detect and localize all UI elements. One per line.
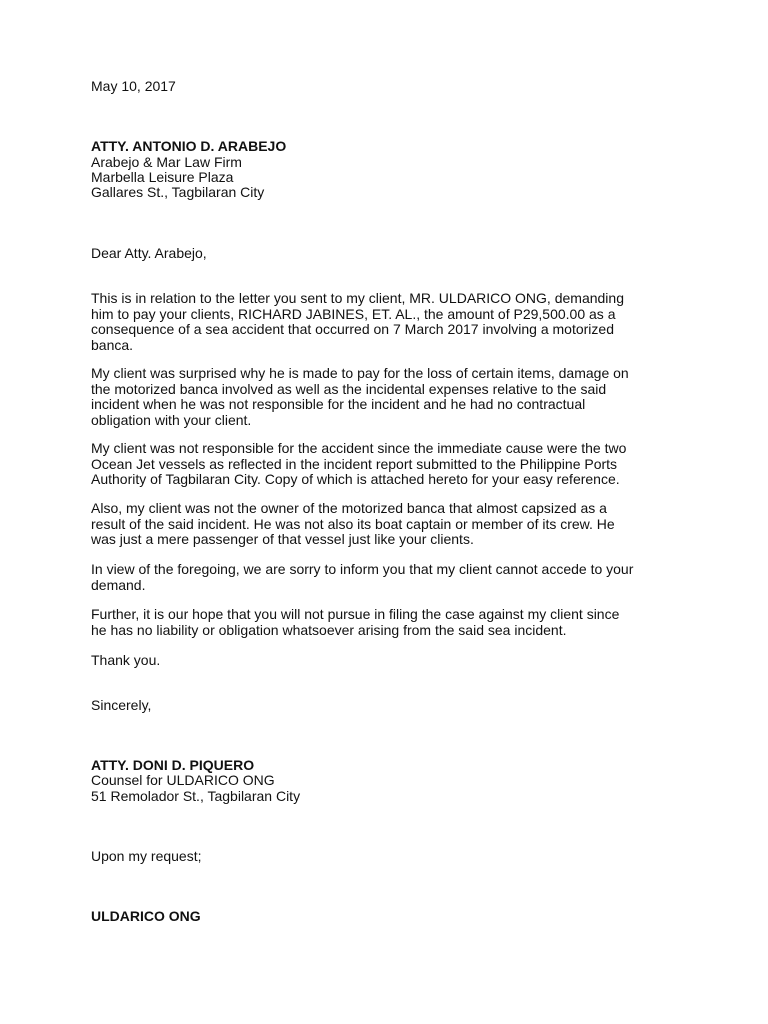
paragraph-line: was just a mere passenger of that vessel just like your clients. bbox=[91, 531, 474, 548]
paragraph-line: result of the said incident. He was not also its boat captain or member of its crew. He bbox=[91, 515, 615, 532]
paragraph-line: the motorized banca involved as well as the incidental expenses relative to the said bbox=[91, 380, 607, 397]
paragraph-line: In view of the foregoing, we are sorry to inform you that my client cannot accede to your bbox=[91, 561, 634, 577]
paragraph-line: banca. bbox=[91, 336, 134, 353]
body-paragraph bbox=[91, 501, 615, 548]
request-note: Upon my request; bbox=[91, 848, 202, 864]
letter-date: May 10, 2017 bbox=[91, 78, 176, 94]
body-paragraph bbox=[91, 441, 626, 488]
paragraph-line: This is in relation to the letter you sent to my client, MR. ULDARICO ONG, demanding bbox=[91, 290, 624, 306]
signatory-name: ATTY. DONI D. PIQUERO bbox=[91, 757, 255, 773]
client-name: ULDARICO ONG bbox=[91, 908, 201, 924]
paragraph-line: Further, it is our hope that you will not pursue in filing the case against my client since bbox=[91, 606, 620, 622]
recipient-address-line: Gallares St., Tagbilaran City bbox=[91, 184, 265, 200]
paragraph-line: demand. bbox=[91, 576, 146, 593]
signatory-title: Counsel for ULDARICO ONG bbox=[91, 772, 275, 788]
paragraph-line: My client was not responsible for the accident since the immediate cause were the two bbox=[91, 440, 627, 456]
letter-page bbox=[91, 0, 691, 1024]
body-paragraph bbox=[91, 366, 629, 428]
paragraph-line: Also, my client was not the owner of the motorized banca that almost capsized as a bbox=[91, 500, 607, 516]
recipient-name: ATTY. ANTONIO D. ARABEJO bbox=[91, 138, 287, 154]
closing-line: Sincerely, bbox=[91, 697, 152, 713]
paragraph-line: incident when he was not responsible for the incident and he had no contractual bbox=[91, 396, 586, 413]
signatory-address: 51 Remolador St., Tagbilaran City bbox=[91, 788, 301, 804]
salutation: Dear Atty. Arabejo, bbox=[91, 245, 207, 261]
paragraph-line: him to pay your clients, RICHARD JABINES, ET. AL., the amount of P29,500.00 as a bbox=[91, 305, 616, 322]
body-paragraph bbox=[91, 291, 624, 353]
recipient-address-line: Arabejo & Mar Law Firm bbox=[91, 154, 242, 170]
recipient-address-line: Marbella Leisure Plaza bbox=[91, 169, 234, 185]
body-paragraph bbox=[91, 607, 619, 638]
paragraph-line: he has no liability or obligation whatsoever arising from the said sea incident. bbox=[91, 621, 567, 638]
body-paragraph bbox=[91, 562, 633, 593]
paragraph-line: My client was surprised why he is made to pay for the loss of certain items, damage on bbox=[91, 365, 629, 381]
thanks-line: Thank you. bbox=[91, 652, 161, 668]
paragraph-line: consequence of a sea accident that occurred on 7 March 2017 involving a motorized bbox=[91, 321, 614, 338]
paragraph-line: Ocean Jet vessels as reflected in the incident report submitted to the Philippine Ports bbox=[91, 455, 618, 472]
paragraph-line: Authority of Tagbilaran City. Copy of which is attached hereto for your easy reference. bbox=[91, 471, 620, 488]
paragraph-line: obligation with your client. bbox=[91, 411, 252, 428]
